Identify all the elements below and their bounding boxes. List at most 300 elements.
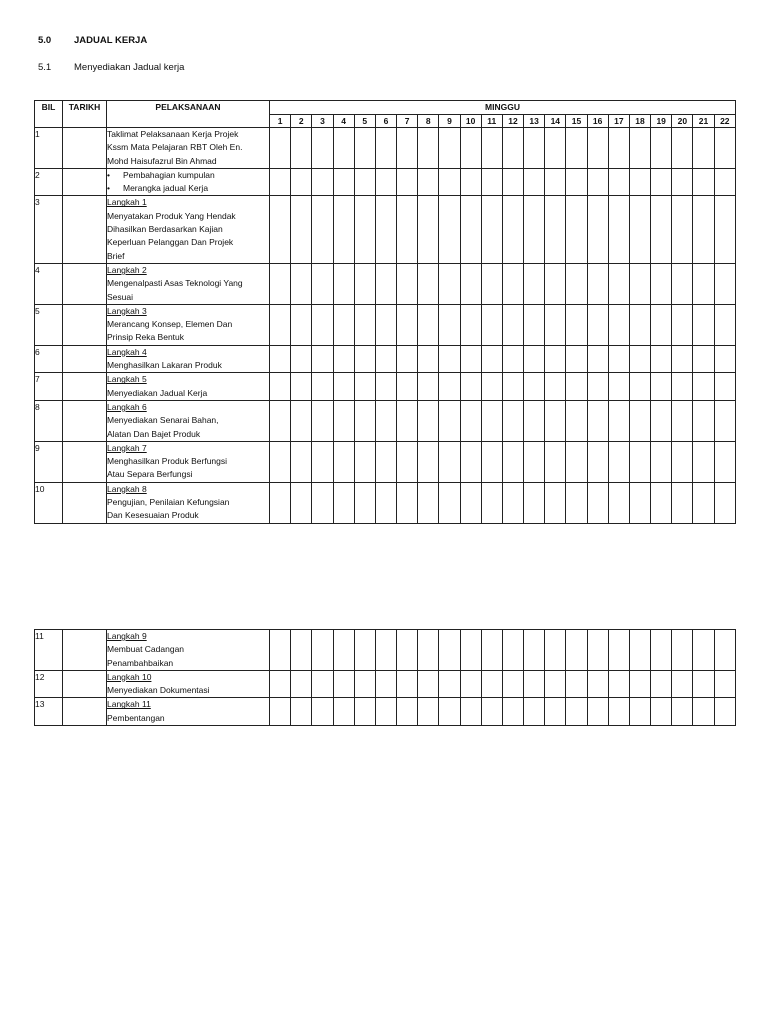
week-cell: [481, 263, 502, 304]
week-cell: [270, 441, 291, 482]
week-header-21: 21: [693, 115, 714, 128]
week-cell: [481, 441, 502, 482]
week-cell: [354, 168, 375, 196]
week-cell: [333, 698, 354, 726]
week-header-4: 4: [333, 115, 354, 128]
week-cell: [418, 168, 439, 196]
activity-cell: [107, 373, 270, 401]
step-label: Langkah 4: [107, 346, 147, 357]
week-cell: [566, 698, 587, 726]
week-cell: [333, 670, 354, 698]
date-cell: [63, 304, 107, 345]
week-cell: [397, 168, 418, 196]
row-number: 13: [35, 698, 63, 726]
week-cell: [397, 263, 418, 304]
step-label: Langkah 11: [107, 699, 151, 710]
week-cell: [587, 168, 608, 196]
week-cell: [312, 263, 333, 304]
week-cell: [270, 400, 291, 441]
week-cell: [502, 373, 523, 401]
week-cell: [693, 196, 714, 263]
week-cell: [587, 441, 608, 482]
activity-cell: [107, 670, 270, 698]
week-cell: [608, 304, 629, 345]
week-cell: [629, 304, 650, 345]
week-cell: [270, 168, 291, 196]
step-label: Langkah 2: [107, 264, 147, 275]
week-cell: [714, 441, 735, 482]
activity-text: Kssm Mata Pelajaran RBT Oleh En.: [107, 142, 243, 153]
week-cell: [714, 263, 735, 304]
week-cell: [291, 698, 312, 726]
week-cell: [397, 196, 418, 263]
header-tarikh: TARIKH: [63, 101, 107, 128]
week-cell: [312, 630, 333, 671]
activity-cell: [107, 482, 270, 523]
week-cell: [672, 196, 693, 263]
week-cell: [524, 670, 545, 698]
week-cell: [566, 128, 587, 169]
week-cell: [418, 630, 439, 671]
week-cell: [672, 263, 693, 304]
week-header-2: 2: [291, 115, 312, 128]
table-row: [35, 698, 736, 726]
week-cell: [693, 168, 714, 196]
week-cell: [460, 345, 481, 373]
week-cell: [418, 373, 439, 401]
week-cell: [354, 482, 375, 523]
table-row: [35, 630, 736, 671]
week-cell: [418, 400, 439, 441]
week-cell: [651, 168, 672, 196]
week-cell: [312, 482, 333, 523]
week-cell: [672, 400, 693, 441]
work-schedule-table: [34, 100, 736, 524]
week-cell: [418, 441, 439, 482]
week-cell: [354, 698, 375, 726]
week-cell: [672, 630, 693, 671]
row-number: 2: [35, 168, 63, 196]
week-cell: [312, 698, 333, 726]
week-cell: [714, 670, 735, 698]
week-cell: [502, 263, 523, 304]
week-cell: [651, 630, 672, 671]
week-cell: [545, 168, 566, 196]
week-cell: [375, 400, 396, 441]
week-cell: [566, 263, 587, 304]
week-cell: [291, 304, 312, 345]
week-cell: [545, 400, 566, 441]
week-cell: [608, 698, 629, 726]
week-cell: [460, 196, 481, 263]
week-cell: [629, 441, 650, 482]
week-cell: [312, 441, 333, 482]
week-cell: [629, 345, 650, 373]
activity-text: Prinsip Reka Bentuk: [107, 332, 185, 343]
week-cell: [481, 482, 502, 523]
activity-cell: [107, 128, 270, 169]
week-cell: [418, 482, 439, 523]
row-number: 4: [35, 263, 63, 304]
week-cell: [333, 128, 354, 169]
header-pelaksanaan: PELAKSANAAN: [107, 101, 270, 128]
week-cell: [524, 168, 545, 196]
step-label: Langkah 10: [107, 671, 152, 682]
week-cell: [672, 373, 693, 401]
date-cell: [63, 128, 107, 169]
row-number: 7: [35, 373, 63, 401]
row-number: 10: [35, 482, 63, 523]
week-cell: [397, 482, 418, 523]
week-cell: [545, 345, 566, 373]
week-cell: [651, 128, 672, 169]
activity-text: Menghasilkan Produk Berfungsi: [107, 456, 228, 467]
week-cell: [460, 441, 481, 482]
activity-text: Dihasilkan Berdasarkan Kajian: [107, 224, 223, 235]
week-cell: [608, 441, 629, 482]
week-cell: [439, 698, 460, 726]
week-cell: [481, 373, 502, 401]
activity-text: Sesuai: [107, 291, 133, 302]
week-cell: [418, 304, 439, 345]
week-cell: [545, 373, 566, 401]
week-cell: [397, 373, 418, 401]
week-cell: [375, 670, 396, 698]
date-cell: [63, 168, 107, 196]
week-header-7: 7: [397, 115, 418, 128]
week-cell: [672, 441, 693, 482]
week-cell: [375, 345, 396, 373]
week-header-20: 20: [672, 115, 693, 128]
week-cell: [291, 345, 312, 373]
activity-text: Menyediakan Jadual Kerja: [107, 387, 208, 398]
week-cell: [524, 373, 545, 401]
week-cell: [693, 345, 714, 373]
table-row: [35, 482, 736, 523]
subsection-title: Menyediakan Jadual kerja: [74, 62, 185, 73]
week-header-19: 19: [651, 115, 672, 128]
date-cell: [63, 196, 107, 263]
week-cell: [714, 128, 735, 169]
week-cell: [397, 304, 418, 345]
week-header-18: 18: [629, 115, 650, 128]
week-cell: [439, 373, 460, 401]
bullet-text: Pembahagian kumpulan: [123, 169, 215, 180]
week-cell: [693, 698, 714, 726]
subsection-number: 5.1: [38, 62, 52, 73]
week-cell: [375, 441, 396, 482]
week-header-9: 9: [439, 115, 460, 128]
week-cell: [566, 373, 587, 401]
week-cell: [375, 630, 396, 671]
week-cell: [672, 304, 693, 345]
week-cell: [312, 304, 333, 345]
row-number: 8: [35, 400, 63, 441]
week-cell: [566, 670, 587, 698]
activity-cell: [107, 168, 270, 196]
week-cell: [587, 196, 608, 263]
week-cell: [651, 400, 672, 441]
week-header-12: 12: [502, 115, 523, 128]
week-header-8: 8: [418, 115, 439, 128]
activity-cell: [107, 304, 270, 345]
header-bil: BIL: [35, 101, 63, 128]
date-cell: [63, 400, 107, 441]
week-cell: [270, 670, 291, 698]
week-cell: [481, 630, 502, 671]
week-cell: [545, 630, 566, 671]
week-cell: [524, 441, 545, 482]
week-cell: [418, 345, 439, 373]
week-cell: [354, 670, 375, 698]
week-cell: [375, 168, 396, 196]
week-cell: [587, 263, 608, 304]
activity-text: Dan Kesesuaian Produk: [107, 510, 199, 521]
week-cell: [502, 670, 523, 698]
week-cell: [333, 304, 354, 345]
week-cell: [502, 441, 523, 482]
week-cell: [693, 128, 714, 169]
week-cell: [418, 698, 439, 726]
week-cell: [291, 196, 312, 263]
week-cell: [651, 263, 672, 304]
week-cell: [333, 373, 354, 401]
week-cell: [672, 698, 693, 726]
week-cell: [502, 196, 523, 263]
week-header-3: 3: [312, 115, 333, 128]
week-cell: [608, 400, 629, 441]
week-cell: [502, 304, 523, 345]
bullet-item: [107, 169, 269, 182]
activity-cell: [107, 441, 270, 482]
week-cell: [608, 373, 629, 401]
row-number: 6: [35, 345, 63, 373]
week-cell: [354, 196, 375, 263]
week-cell: [545, 441, 566, 482]
date-cell: [63, 373, 107, 401]
week-cell: [566, 482, 587, 523]
week-cell: [375, 128, 396, 169]
week-cell: [629, 400, 650, 441]
week-cell: [375, 304, 396, 345]
week-header-17: 17: [608, 115, 629, 128]
week-cell: [608, 196, 629, 263]
week-cell: [714, 196, 735, 263]
activity-cell: [107, 345, 270, 373]
week-cell: [354, 128, 375, 169]
week-cell: [651, 373, 672, 401]
week-cell: [439, 482, 460, 523]
activity-text: Pembentangan: [107, 712, 165, 723]
activity-cell: [107, 698, 270, 726]
week-cell: [608, 345, 629, 373]
week-cell: [566, 304, 587, 345]
week-cell: [333, 482, 354, 523]
week-cell: [375, 373, 396, 401]
week-cell: [270, 128, 291, 169]
week-cell: [587, 698, 608, 726]
week-cell: [629, 670, 650, 698]
week-cell: [460, 630, 481, 671]
week-cell: [693, 482, 714, 523]
table-row: [35, 168, 736, 196]
week-cell: [629, 196, 650, 263]
week-cell: [608, 670, 629, 698]
week-cell: [545, 670, 566, 698]
week-cell: [502, 482, 523, 523]
week-cell: [545, 196, 566, 263]
week-cell: [629, 482, 650, 523]
week-cell: [418, 263, 439, 304]
week-cell: [397, 345, 418, 373]
week-cell: [629, 698, 650, 726]
week-cell: [418, 670, 439, 698]
activity-text: Merancang Konsep, Elemen Dan: [107, 319, 233, 330]
week-cell: [333, 400, 354, 441]
bullet-text: Merangka jadual Kerja: [123, 183, 209, 194]
row-number: 5: [35, 304, 63, 345]
week-cell: [714, 304, 735, 345]
activity-text: Penambahbaikan: [107, 657, 174, 668]
week-cell: [629, 373, 650, 401]
week-cell: [439, 441, 460, 482]
week-cell: [524, 263, 545, 304]
week-cell: [460, 168, 481, 196]
activity-text: Atau Separa Berfungsi: [107, 469, 193, 480]
activity-text: Pengujian, Penilaian Kefungsian: [107, 497, 230, 508]
week-cell: [333, 441, 354, 482]
activity-text: Mohd Haisufazrul Bin Ahmad: [107, 155, 217, 166]
date-cell: [63, 263, 107, 304]
week-cell: [354, 373, 375, 401]
step-label: Langkah 5: [107, 374, 147, 385]
step-label: Langkah 7: [107, 442, 147, 453]
week-cell: [651, 345, 672, 373]
week-cell: [439, 263, 460, 304]
week-cell: [502, 345, 523, 373]
week-cell: [397, 128, 418, 169]
week-cell: [270, 482, 291, 523]
section-number: 5.0: [38, 35, 52, 46]
activity-text: Taklimat Pelaksanaan Kerja Projek: [107, 129, 239, 139]
week-cell: [524, 304, 545, 345]
week-cell: [714, 345, 735, 373]
week-cell: [397, 670, 418, 698]
week-cell: [481, 128, 502, 169]
bullet-icon: •: [107, 169, 110, 180]
week-header-13: 13: [524, 115, 545, 128]
week-cell: [270, 630, 291, 671]
week-cell: [418, 196, 439, 263]
activity-text: Alatan Dan Bajet Produk: [107, 428, 201, 439]
work-schedule-table-continued: [34, 629, 736, 726]
section-title: JADUAL KERJA: [74, 35, 148, 46]
table-row: [35, 373, 736, 401]
week-cell: [651, 304, 672, 345]
row-number: 11: [35, 630, 63, 671]
week-cell: [481, 698, 502, 726]
week-cell: [693, 670, 714, 698]
week-cell: [439, 196, 460, 263]
table-row: [35, 263, 736, 304]
week-cell: [714, 400, 735, 441]
week-cell: [312, 128, 333, 169]
week-cell: [375, 482, 396, 523]
week-cell: [629, 128, 650, 169]
week-cell: [418, 128, 439, 169]
activity-text: Menyediakan Senarai Bahan,: [107, 415, 219, 426]
week-cell: [629, 630, 650, 671]
week-cell: [291, 670, 312, 698]
week-cell: [270, 373, 291, 401]
week-cell: [566, 168, 587, 196]
week-cell: [693, 373, 714, 401]
step-label: Langkah 6: [107, 401, 147, 412]
activity-cell: [107, 196, 270, 263]
date-cell: [63, 698, 107, 726]
week-cell: [481, 400, 502, 441]
week-cell: [481, 168, 502, 196]
week-cell: [651, 670, 672, 698]
week-cell: [481, 345, 502, 373]
table-row: [35, 400, 736, 441]
date-cell: [63, 345, 107, 373]
activity-cell: [107, 263, 270, 304]
week-cell: [439, 400, 460, 441]
week-cell: [354, 345, 375, 373]
week-cell: [524, 196, 545, 263]
week-cell: [587, 400, 608, 441]
table-row: [35, 345, 736, 373]
week-cell: [672, 168, 693, 196]
week-cell: [608, 263, 629, 304]
week-cell: [524, 482, 545, 523]
table-row: [35, 128, 736, 169]
week-header-6: 6: [375, 115, 396, 128]
week-cell: [524, 630, 545, 671]
week-cell: [312, 400, 333, 441]
week-cell: [693, 304, 714, 345]
bullet-icon: •: [107, 183, 110, 194]
week-cell: [608, 128, 629, 169]
week-cell: [587, 128, 608, 169]
week-cell: [291, 482, 312, 523]
week-cell: [566, 630, 587, 671]
week-cell: [439, 630, 460, 671]
activity-text: Brief: [107, 250, 125, 261]
week-cell: [291, 128, 312, 169]
week-cell: [693, 630, 714, 671]
week-header-15: 15: [566, 115, 587, 128]
table-row: [35, 670, 736, 698]
activity-text: Keperluan Pelanggan Dan Projek: [107, 237, 234, 248]
header-minggu: MINGGU: [270, 101, 736, 115]
week-cell: [397, 441, 418, 482]
activity-text: Menghasilkan Lakaran Produk: [107, 360, 222, 371]
activity-text: Menyatakan Produk Yang Hendak: [107, 210, 236, 221]
date-cell: [63, 482, 107, 523]
week-cell: [693, 441, 714, 482]
week-cell: [354, 304, 375, 345]
week-cell: [354, 400, 375, 441]
week-cell: [587, 630, 608, 671]
date-cell: [63, 630, 107, 671]
week-cell: [608, 630, 629, 671]
table-row: [35, 196, 736, 263]
row-number: 9: [35, 441, 63, 482]
week-cell: [397, 400, 418, 441]
week-cell: [439, 670, 460, 698]
